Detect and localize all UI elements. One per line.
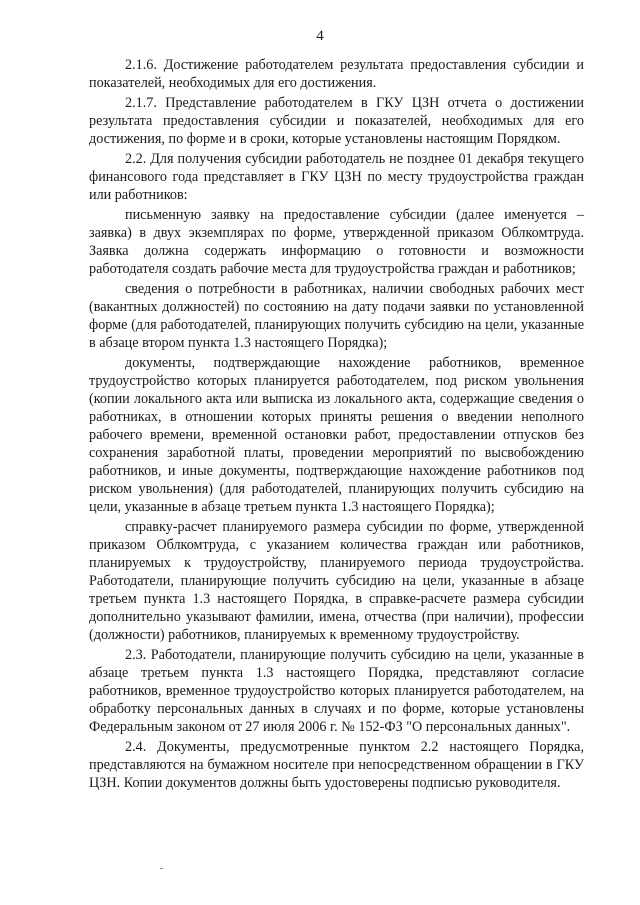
scan-artifact bbox=[160, 868, 163, 869]
paragraph-application: письменную заявку на предоставление субсидии (далее именуется – заявка) в двух экземплярах по форме, утвержденной приказом Облкомтруда. Заявка должна содержать информацию о готовности и возможности работодателя создать рабочие места для трудоустройства граждан и работников; bbox=[89, 207, 584, 277]
paragraph-2-1-6: 2.1.6. Достижение работодателем результата предоставления субсидии и показателей, необходимых для его достижения. bbox=[89, 57, 584, 91]
document-body bbox=[89, 56, 584, 792]
paragraph-2-3: 2.3. Работодатели, планирующие получить субсидию на цели, указанные в абзаце третьем пункта 1.3 настоящего Порядка, представляют согласие работников, временное трудоустройство которых планируется работодателем, на обработку персональных данных в случаях и по форме, которые установлены Федеральным законом от 27 июля 2006 г. № 152-ФЗ "О персональных данных". bbox=[89, 647, 584, 735]
paragraph-2-4: 2.4. Документы, предусмотренные пунктом 2.2 настоящего Порядка, представляются на бумажном носителе при непосредственном обращении в ГКУ ЦЗН. Копии документов должны быть удостоверены подписью руководителя. bbox=[89, 739, 584, 791]
paragraph-staff-needs: сведения о потребности в работниках, наличии свободных рабочих мест (вакантных должностей) по состоянию на дату подачи заявки по установленной форме (для работодателей, планирующих получить субсидию на цели, указанные в абзаце втором пункта 1.3 настоящего Порядка); bbox=[89, 281, 584, 351]
page-number: 4 bbox=[316, 28, 324, 44]
paragraph-subsidy-calculation: справку-расчет планируемого размера субсидии по форме, утвержденной приказом Облкомтруда, с указанием количества граждан или работников, планируемых к трудоустройству, планируемого периода трудоустройства. Работодатели, планирующие получить субсидию на цели, указанные в абзаце третьем пункта 1.3 настоящего Порядка, в справке-расчете размера субсидии дополнительно указывают фамилии, имена, отчества (при наличии), профессии (должности) работников, планируемых к временному трудоустройству. bbox=[89, 519, 584, 643]
paragraph-2-2: 2.2. Для получения субсидии работодатель не позднее 01 декабря текущего финансового года представляет в ГКУ ЦЗН по месту трудоустройства граждан или работников: bbox=[89, 151, 584, 203]
paragraph-dismissal-risk-documents: документы, подтверждающие нахождение работников, временное трудоустройство которых планируется работодателем, под риском увольнения (копии локального акта или выписка из локального акта, содержащие сведения о работниках, в отношении которых приняты решения о введении неполного рабочего времени, временной остановки работ, предоставлении отпусков без сохранения заработной платы, проведении мероприятий по высвобождению работников, и иные документы, подтверждающие нахождение работников под риском увольнения) (для работодателей, планирующих получить субсидию на цели, указанные в абзаце третьем пункта 1.3 настоящего Порядка); bbox=[89, 355, 584, 515]
paragraph-2-1-7: 2.1.7. Представление работодателем в ГКУ ЦЗН отчета о достижении результата предоставления субсидии и показателей, необходимых для его достижения, по форме и в сроки, которые установлены настоящим Порядком. bbox=[89, 95, 584, 147]
